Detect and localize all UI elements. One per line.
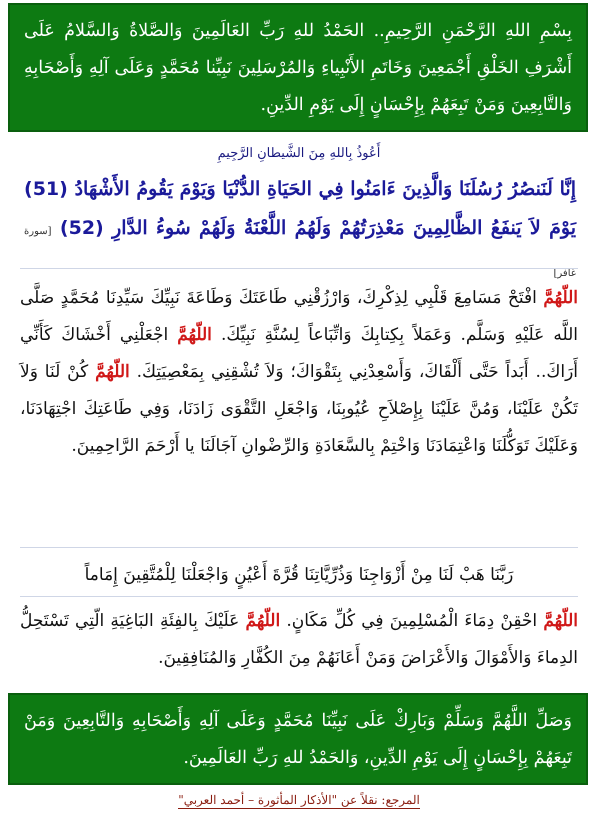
dua-paragraph-1	[20, 280, 578, 542]
verse-part-2: يَوْمَ لاَ يَنفَعُ الظَّالِمِينَ مَعْذِرَتُهُمْ وَلَهُمُ اللَّعْنَةُ وَلَهُمْ سُوءُ الدَّارِ	[112, 217, 576, 239]
opening-box	[8, 3, 588, 132]
divider-2	[20, 547, 578, 548]
dua-text: عَلَيْكَ بِالفِئَةِ البَاغِيَةِ الّتِي تَسْتَحِلُّ الدِماءَ وَالأَمْوَالَ وَالأَعْرَاضَ وَمَنْ أَعَانَهُمْ مِنَ الكُفَّارِ وَالمُنَافِقِينَ.	[20, 611, 578, 668]
divider-3	[20, 596, 578, 597]
dua-text: كُنْ لَنَا وَلاَ تَكُنْ عَلَيْنَا، وَمُنَّ عَلَيْنَا بِإِصْلاَحِ عُيُوبِنَا، وَاجْعَلِ التَّقْوَى زَادَنَا، وَفِي طَاعَتِكَ اجْتِهَادَنَا، وَعَلَيْكَ تَوَكُّلَنَا وَاعْتِمَادَنَا وَاخْتِمْ بِالسَّعَادَةِ وَالرِّضْوانِ آجَالَنَا يا أَرْحَمَ الرَّاحِمِينَ.	[20, 362, 578, 456]
dua-text: احْقِنْ دِمَاءَ الْمُسْلِمِينَ فِي كُلِّ مَكَانٍ.	[286, 611, 538, 631]
dua-text: افْتَحْ مَسَامِعَ قَلْبِي لِذِكْرِكَ، وَارْزُقْنِي طَاعَتَكَ وَطَاعَةَ نَبِيِّكَ سَيِّدِنَا مُحَمَّدٍ صَلَّى اللَّه عَلَيْهِ وَسَلَّم. وَعَمَلاً بِكِتابِكَ وَاتِّبَاعاً لِسُنَّةِ نَبِيِّكَ.	[20, 288, 578, 345]
dua-paragraph-3	[20, 603, 578, 679]
divider-1	[20, 268, 578, 269]
allahumma-word: اللّهُمَّ	[543, 288, 578, 308]
verse-number-52: (52)	[59, 217, 104, 239]
closing-box	[8, 693, 588, 785]
verse-part-1: إِنَّا لَنَنصُرُ رُسُلَنَا وَالَّذِينَ ءَامَنُوا فِي الحَيَاةِ الدُّنْيَا وَيَوْمَ يَقُومُ الأَشْهَادُ	[74, 178, 576, 200]
source-text: المرجع: نقلاً عن "الأذكار المأثورة – أحمد العربي"	[178, 793, 420, 807]
dua-text: اجْعَلْنِي أَخْشَاكَ كَأَنِّي أَرَاكَ.. أَبَداً حَتَّى أَلْقَاكَ، وَأَسْعِدْنِي بِتَقْوَاكَ؛ وَلاَ تُشْقِنِي بِمَعْصِيَتِكَ.	[20, 325, 579, 382]
allahumma-word: اللّهُمَّ	[177, 325, 212, 345]
allahumma-word: اللّهُمَّ	[245, 611, 281, 631]
dua-paragraph-2: رَبَّنَا هَبْ لَنَا مِنْ أَزْوَاجِنَا وَذُرِّيَّاتِنَا قُرَّةَ أَعْيُنٍ وَاجْعَلْنَا لِلْمُتَّقِينَ إِمَاماً	[84, 565, 514, 585]
verse-number-51: (51)	[24, 178, 68, 200]
source-reference	[0, 793, 598, 807]
taawudh-line: أَعُوذُ بِاللهِ مِنَ الشَّيطانِ الرَّجِيمِ	[217, 146, 381, 161]
allahumma-word: اللّهُمَّ	[543, 611, 579, 631]
allahumma-word: اللّهُمَّ	[95, 362, 130, 382]
closing-text: وَصَلِّ اللَّهُمَّ وَسَلِّمْ وَبَارِكْ عَلَى نَبِيِّنَا مُحَمَّدٍ وَعَلَى آلِهِ وَأَصْحَابِهِ وَالتَّابِعِينَ وَمَنْ تَبِعَهُمْ بِإِحْسَانٍ إِلَى يَوْمِ الدِّينِ، وَالحَمْدُ للهِ رَبِّ العَالَمِينَ.	[24, 711, 572, 768]
quran-verse	[24, 170, 576, 293]
opening-text: بِسْمِ اللهِ الرَّحْمَنِ الرَّحِيمِ.. الحَمْدُ للهِ رَبِّ العَالَمِينَ وَالصَّلاةُ وَالسَّلامُ عَلَى أَشْرَفِ الخَلْقِ أَجْمَعِينَ وَخَاتَمِ الأَنْبِياءِ وَالمُرْسَلِينَ نَبِيِّنا مُحَمَّدٍ وَعَلَى آلِهِ وَأَصْحَابِهِ وَالتَّابِعِينَ وَمَنْ تَبِعَهُمْ بِإِحْسَانٍ إِلَى يَوْمِ الدِّينِ.	[24, 21, 572, 115]
surah-reference: [سورة غافر]	[24, 226, 576, 279]
